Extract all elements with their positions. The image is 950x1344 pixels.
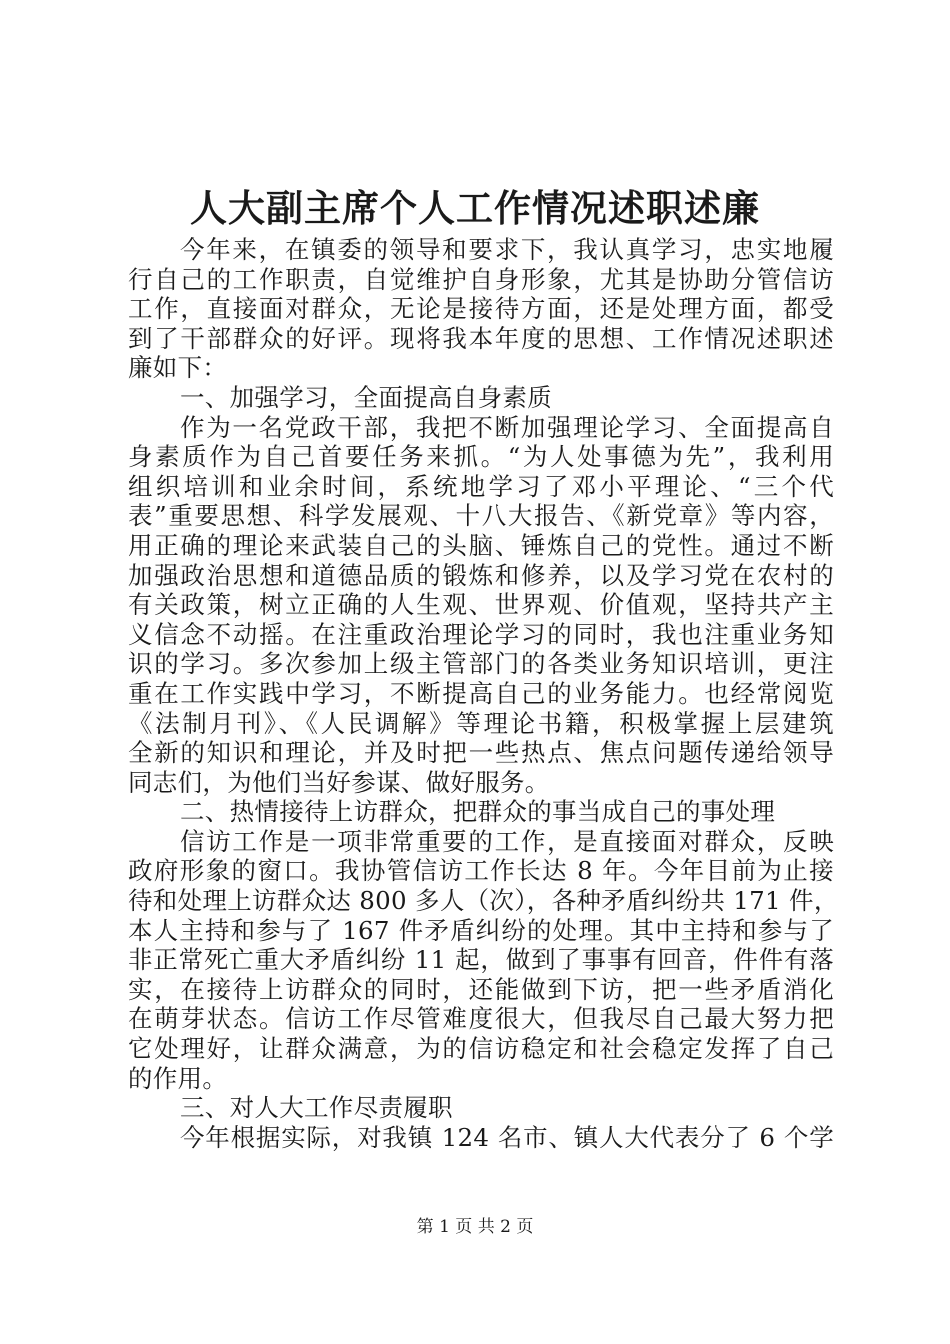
document-title: 人大副主席个人工作情况述职述廉 (190, 186, 760, 230)
text-line: 加强政治思想和道德品质的锻炼和修养，以及学习党在农村的 (128, 560, 834, 590)
text-line: 实，在接待上访群众的同时，还能做到下访，把一些矛盾消化 (128, 974, 834, 1004)
text-line: 行自己的工作职责，自觉维护自身形象，尤其是协助分管信访 (128, 264, 834, 294)
text-line: 工作，直接面对群众，无论是接待方面，还是处理方面，都受 (128, 294, 834, 324)
text-line: 全新的知识和理论，并及时把一些热点、焦点问题传递给领导 (128, 738, 834, 768)
text-line: 信访工作是一项非常重要的工作，是直接面对群众，反映 (180, 826, 834, 856)
text-line: 待和处理上访群众达 800 多人（次），各种矛盾纠纷共 171 件， (128, 886, 839, 916)
text-line: 今年来，在镇委的领导和要求下，我认真学习，忠实地履 (180, 235, 834, 264)
text-line: 本人主持和参与了 167 件矛盾纠纷的处理。其中主持和参与了 (128, 915, 834, 945)
text-line: 政府形象的窗口。我协管信访工作长达 8 年。今年目前为止接 (128, 856, 834, 886)
text-line: 非正常死亡重大矛盾纠纷 11 起，做到了事事有回音，件件有落 (128, 945, 834, 975)
text-line: 识的学习。多次参加上级主管部门的各类业务知识培训，更注 (128, 649, 834, 679)
text-line: 的作用。 (128, 1063, 228, 1093)
text-line: 二、热情接待上访群众，把群众的事当成自己的事处理 (180, 797, 776, 827)
text-line: 义信念不动摇。在注重政治理论学习的同时，我也注重业务知 (128, 619, 834, 649)
text-line: 组织培训和业余时间，系统地学习了邓小平理论、“三个代 (128, 471, 834, 501)
text-line: 一、加强学习，全面提高自身素质 (180, 382, 552, 412)
text-line: 《法制月刊》、《人民调解》等理论书籍，积极掌握上层建筑 (128, 708, 834, 738)
text-line: 今年根据实际，对我镇 124 名市、镇人大代表分了 6 个学 (180, 1122, 834, 1152)
text-line: 到了干部群众的好评。现将我本年度的思想、工作情况述职述 (128, 323, 834, 353)
text-line: 在萌芽状态。信访工作尽管难度很大，但我尽自己最大努力把 (128, 1004, 834, 1034)
text-line: 有关政策，树立正确的人生观、世界观、价值观，坚持共产主 (128, 590, 834, 620)
text-line: 廉如下： (128, 353, 228, 383)
text-line: 同志们，为他们当好参谋、做好服务。 (128, 767, 550, 797)
text-line: 用正确的理论来武装自己的头脑、锤炼自己的党性。通过不断 (128, 530, 834, 560)
text-line: 它处理好，让群众满意，为的信访稳定和社会稳定发挥了自己 (128, 1034, 834, 1064)
text-line: 身素质作为自己首要任务来抓。“为人处事德为先”，我利用 (128, 442, 834, 472)
text-line: 重在工作实践中学习，不断提高自己的业务能力。也经常阅览 (128, 678, 834, 708)
text-line: 表”重要思想、科学发展观、十八大报告、《新党章》等内容， (128, 501, 835, 531)
text-line: 三、对人大工作尽责履职 (180, 1093, 453, 1123)
text-line: 作为一名党政干部，我把不断加强理论学习、全面提高自 (180, 412, 834, 442)
document-body (128, 235, 839, 1152)
page-footer: 第 1 页 共 2 页 (416, 1217, 534, 1237)
